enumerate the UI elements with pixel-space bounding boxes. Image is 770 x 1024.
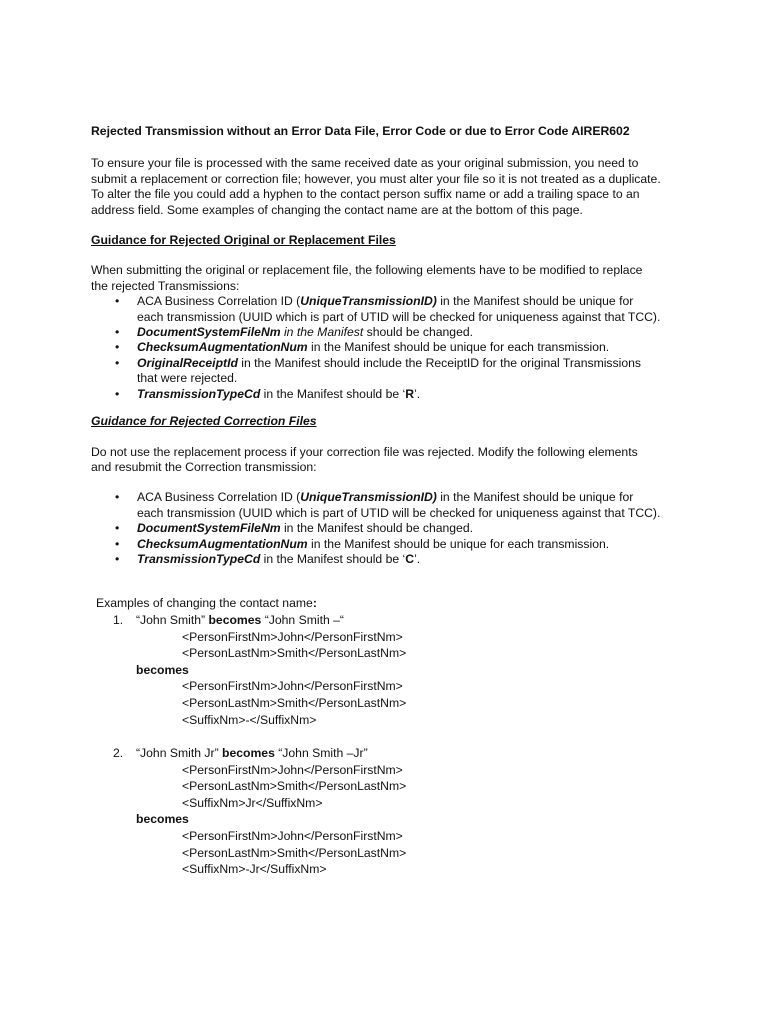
- text: that were rejected.: [137, 371, 238, 386]
- bullet-icon: •: [115, 386, 120, 401]
- lead-line: Do not use the replacement process if your correction file was rejected. Modify the following elements: [91, 444, 638, 459]
- text: in the Manifest should be ‘: [260, 551, 406, 566]
- examples-section: [96, 595, 691, 878]
- section2-heading: Guidance for Rejected Correction Files: [91, 414, 317, 429]
- list-item: [91, 325, 691, 340]
- type-code: R: [405, 386, 415, 401]
- element-name: OriginalReceiptId: [137, 355, 238, 370]
- intro-line: address field. Some examples of changing the contact name are at the bottom of this page.: [91, 202, 583, 217]
- example-1-header: [96, 612, 691, 629]
- section1-lead: [91, 263, 691, 294]
- list-item: [91, 490, 691, 521]
- becomes-label: becomes: [136, 662, 189, 677]
- list-item: [91, 552, 691, 567]
- lead-line: When submitting the original or replacement file, the following elements have to be modified to replace: [91, 263, 643, 278]
- code-line: <SuffixNm>-Jr</SuffixNm>: [182, 862, 327, 877]
- list-item: [91, 294, 691, 325]
- document-title: Rejected Transmission without an Error Data File, Error Code or due to Error Code AIRER602: [91, 124, 630, 138]
- lead-line: the rejected Transmissions:: [91, 278, 240, 293]
- code-line: <PersonFirstNm>John</PersonFirstNm>: [182, 829, 403, 844]
- text: ACA Business Correlation ID (: [137, 490, 301, 505]
- element-name: DocumentSystemFileNm: [137, 325, 281, 340]
- text: “John Smith –Jr”: [274, 746, 368, 761]
- bullet-icon: •: [115, 340, 120, 355]
- examples-heading: [96, 595, 691, 612]
- element-name: TransmissionTypeCd: [137, 386, 261, 401]
- text: in the Manifest should be unique for each transmission.: [307, 536, 610, 551]
- intro-line: To alter the file you could add a hyphen to the contact person suffix name or add a trailing space to an: [91, 187, 640, 202]
- code-line: <SuffixNm>-</SuffixNm>: [182, 712, 317, 727]
- section1-bullet-list: [91, 294, 691, 402]
- section1-heading: Guidance for Rejected Original or Replacement Files: [91, 233, 396, 248]
- bullet-icon: •: [115, 325, 120, 340]
- list-item: [91, 340, 691, 355]
- document-page: [91, 124, 691, 878]
- intro-line: To ensure your file is processed with the same received date as your original submission, you need to: [91, 156, 639, 171]
- text: in the Manifest should be unique for: [436, 294, 634, 309]
- element-name: ChecksumAugmentationNum: [137, 536, 308, 551]
- code-line: <SuffixNm>Jr</SuffixNm>: [182, 795, 323, 810]
- text: in the Manifest should be unique for each transmission.: [307, 340, 610, 355]
- list-item: [91, 356, 691, 387]
- element-name: TransmissionTypeCd: [137, 551, 261, 566]
- section2-lead: [91, 445, 691, 476]
- lead-line: and resubmit the Correction transmission:: [91, 459, 317, 474]
- text: in the Manifest should be unique for: [436, 490, 634, 505]
- code-line: <PersonLastNm>Smith</PersonLastNm>: [182, 695, 407, 710]
- text: ’.: [414, 551, 421, 566]
- list-item: [91, 521, 691, 536]
- text: “John Smith”: [136, 612, 209, 627]
- list-number: 2.: [113, 746, 124, 761]
- bullet-icon: •: [115, 551, 120, 566]
- example-2-header: [96, 745, 691, 762]
- bullet-icon: •: [115, 521, 120, 536]
- text: in the Manifest should be ‘: [260, 386, 406, 401]
- code-line: <PersonLastNm>Smith</PersonLastNm>: [182, 845, 407, 860]
- text: Examples of changing the contact name: [96, 596, 313, 611]
- code-line: <PersonFirstNm>John</PersonFirstNm>: [182, 679, 403, 694]
- element-name: UniqueTransmissionID): [300, 490, 437, 505]
- section2-bullet-list: [91, 490, 691, 567]
- bullet-icon: •: [115, 294, 120, 309]
- code-line: <PersonFirstNm>John</PersonFirstNm>: [182, 762, 403, 777]
- text: “John Smith Jr”: [136, 746, 223, 761]
- type-code: C: [405, 551, 415, 566]
- text: becomes: [222, 746, 275, 761]
- list-item: [91, 387, 691, 402]
- text: in the Manifest: [280, 325, 364, 340]
- text: in the Manifest should be changed.: [280, 521, 474, 536]
- text: each transmission (UUID which is part of UTID will be checked for uniqueness against that TCC).: [137, 309, 661, 324]
- element-name: ChecksumAugmentationNum: [137, 340, 308, 355]
- text: each transmission (UUID which is part of UTID will be checked for uniqueness against that TCC).: [137, 505, 661, 520]
- intro-paragraph: [91, 156, 691, 218]
- code-line: <PersonFirstNm>John</PersonFirstNm>: [182, 629, 403, 644]
- text: “John Smith –“: [261, 612, 344, 627]
- element-name: UniqueTransmissionID): [300, 294, 437, 309]
- list-number: 1.: [113, 612, 124, 627]
- becomes-label: becomes: [136, 812, 189, 827]
- element-name: DocumentSystemFileNm: [137, 521, 281, 536]
- intro-line: submit a replacement or correction file; however, you must alter your file so it is not treated as a duplicate.: [91, 171, 661, 186]
- text: :: [312, 596, 317, 611]
- bullet-icon: •: [115, 490, 120, 505]
- text: becomes: [208, 612, 262, 627]
- bullet-icon: •: [115, 355, 120, 370]
- text: in the Manifest should include the ReceiptID for the original Transmissions: [237, 355, 641, 370]
- text: ACA Business Correlation ID (: [137, 294, 301, 309]
- text: ’.: [414, 386, 421, 401]
- code-line: <PersonLastNm>Smith</PersonLastNm>: [182, 779, 407, 794]
- code-line: <PersonLastNm>Smith</PersonLastNm>: [182, 646, 407, 661]
- text: should be changed.: [363, 325, 474, 340]
- bullet-icon: •: [115, 536, 120, 551]
- list-item: [91, 537, 691, 552]
